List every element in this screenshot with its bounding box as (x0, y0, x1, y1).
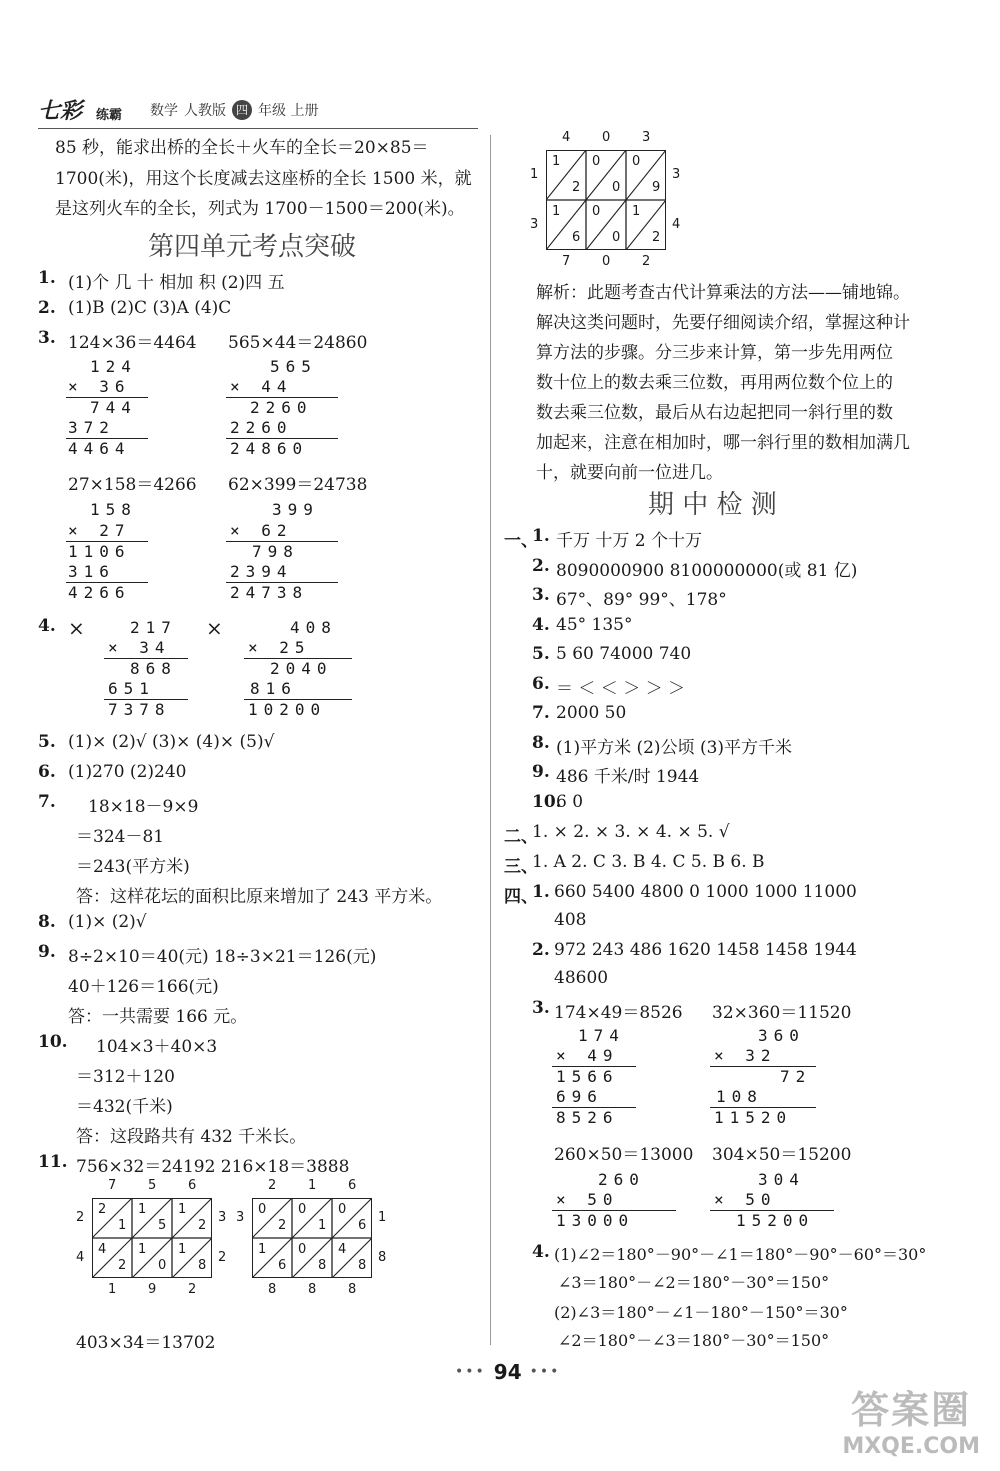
p4q3-num: 3. (532, 998, 550, 1018)
part3-answer: 1. A 2. C 3. B 4. C 5. B 6. B (532, 852, 765, 872)
calc-row: 2040 (270, 659, 333, 678)
q6-answer: (1)270 (2)240 (68, 762, 187, 782)
lattice-right-digit: 3 (218, 1210, 227, 1225)
calc-row: × 25 (248, 638, 311, 657)
q3-eq1: 124×36＝4464 (68, 333, 197, 353)
q8-num: 8. (38, 912, 56, 932)
part4-label: 四、 (504, 887, 538, 907)
calc-row: 816 (250, 679, 297, 698)
lattice-top-digit: 5 (148, 1178, 157, 1193)
lattice-cell-tens: 0 (592, 204, 601, 219)
lattice-cell-ones: 2 (278, 1218, 287, 1233)
lattice-right-digit: 1 (378, 1210, 387, 1225)
lattice-cell-tens: 1 (138, 1242, 147, 1257)
calc-row: 565 (270, 357, 317, 376)
calc-row: × 50 (714, 1190, 777, 1209)
part1-item-num: 1. (532, 526, 550, 546)
calc-row: 217 (130, 618, 177, 637)
p4q4-line-4: ∠2＝180°－∠3＝180°－30°＝150° (558, 1331, 830, 1350)
lattice-cell-ones: 9 (652, 180, 661, 195)
calc-row: × 27 (68, 521, 131, 540)
lattice-cell-tens: 2 (98, 1202, 107, 1217)
lattice-cell-ones: 2 (572, 180, 581, 195)
q11-answer: 756×32＝24192 216×18＝3888 (76, 1157, 350, 1177)
lattice-grid-3 (530, 130, 681, 269)
p4q2-num: 2. (532, 940, 550, 960)
q10-line-1: 104×3＋40×3 (96, 1037, 218, 1057)
p4q1-num: 1. (532, 882, 550, 902)
brand-logo-sub: 练霸 (96, 108, 123, 123)
lattice-cell-tens: 1 (552, 204, 561, 219)
lattice-cell-ones: 0 (612, 230, 621, 245)
lattice-cell-ones: 0 (158, 1258, 167, 1273)
q8-answer: (1)× (2)√ (68, 912, 147, 932)
calc-row: 4464 (68, 439, 131, 458)
lattice-cell-ones: 5 (158, 1218, 167, 1233)
intro-line-2: 1700(米)，用这个长度减去这座桥的全长 1500 米，就 (55, 169, 472, 189)
q1-answer: (1)个 几 十 相加 积 (2)四 五 (68, 273, 285, 293)
analysis-line-4: 数十位上的数去乘三位数，再用两位数个位上的 (536, 373, 893, 393)
calc-row: 868 (130, 659, 177, 678)
part1-item-answer: 2000 50 (556, 703, 627, 723)
lattice-bottom-digit: 2 (642, 254, 651, 269)
lattice-top-digit: 0 (602, 130, 611, 145)
lattice-cell-tens: 1 (178, 1202, 187, 1217)
p4q4-num: 4. (532, 1242, 550, 1262)
lattice-right-digit: 3 (672, 167, 681, 182)
page-footer (455, 1360, 560, 1384)
calc-row: 124 (90, 357, 137, 376)
part1-item-answer: 千万 十万 2 个十万 (556, 531, 703, 551)
calc-row: × 50 (556, 1190, 619, 1209)
lattice-lines (92, 1198, 212, 1278)
lattice-top-digit: 7 (108, 1178, 117, 1193)
part1-item-num: 5. (532, 644, 550, 664)
calc-row: 360 (758, 1026, 805, 1045)
p4q2-line-2: 48600 (554, 968, 609, 988)
q7-answer: 答：这样花坛的面积比原来增加了 243 平方米。 (76, 887, 443, 907)
lattice-cell-tens: 1 (178, 1242, 187, 1257)
section-title-unit4: 第四单元考点突破 (148, 232, 357, 262)
analysis-line-6: 加起来，注意在相加时，哪一斜行里的数相加满几 (536, 433, 910, 453)
lattice-cell-tens: 0 (632, 154, 641, 169)
part1-item-num: 7. (532, 703, 550, 723)
analysis-line-3: 算方法的步骤。分三步来计算，第一步先用两位 (536, 343, 893, 363)
q11-num: 11. (38, 1152, 68, 1172)
lattice-grid-2 (236, 1178, 387, 1297)
calc-row: × 36 (68, 377, 131, 396)
column-divider (490, 135, 491, 1345)
calc-row: × 34 (108, 638, 171, 657)
lattice-lines (252, 1198, 372, 1278)
calc-row: × 62 (230, 521, 293, 540)
lattice-cell-tens: 0 (298, 1202, 307, 1217)
calc-row: 696 (556, 1087, 603, 1106)
brand-logo: 七彩 (38, 98, 83, 124)
page-number: 94 (493, 1360, 522, 1384)
lattice-lines (546, 150, 666, 250)
grade-label: 年级 上册 (258, 103, 319, 119)
q9-answer: 答：一共需要 166 元。 (68, 1007, 248, 1027)
section-title-midterm: 期 中 检 测 (648, 490, 777, 520)
q7-line-1: 18×18－9×9 (88, 797, 199, 817)
lattice-cell-tens: 4 (338, 1242, 347, 1257)
analysis-line-2: 解决这类问题时，先要仔细阅读介绍，掌握这种计 (536, 313, 910, 333)
q2-answer: (1)B (2)C (3)A (4)C (68, 298, 232, 318)
subject: 数学 (150, 103, 178, 119)
calc-row: 7378 (108, 700, 171, 719)
lattice-cell-ones: 1 (118, 1218, 127, 1233)
lattice-cell-ones: 2 (198, 1218, 207, 1233)
lattice-cell-ones: 8 (358, 1258, 367, 1273)
p4q2-line-1: 972 243 486 1620 1458 1458 1944 (554, 940, 857, 960)
watermark (842, 1379, 980, 1459)
calc-row: 744 (90, 398, 137, 417)
q7-line-3: ＝243(平方米) (76, 857, 190, 877)
p4q4-line-2: ∠3＝180°－∠2＝180°－30°＝150° (558, 1273, 830, 1292)
part1-item-answer: 5 60 74000 740 (556, 644, 692, 664)
lattice-right-digit: 2 (218, 1250, 227, 1265)
lattice-cell-tens: 0 (298, 1242, 307, 1257)
lattice-cell-ones: 8 (318, 1258, 327, 1273)
lattice-cell-ones: 6 (572, 230, 581, 245)
lattice-left-digit: 3 (236, 1210, 245, 1225)
q1-num: 1. (38, 268, 56, 288)
q9-num: 9. (38, 942, 56, 962)
q9-line-2: 40＋126＝166(元) (68, 977, 219, 997)
q7-num: 7. (38, 792, 56, 812)
calc-row: 304 (758, 1170, 805, 1189)
lattice-left-digit: 3 (530, 217, 539, 232)
page-header (38, 92, 478, 129)
lattice-cell-tens: 1 (552, 154, 561, 169)
edition: 人教版 (184, 103, 226, 119)
lattice-right-digit: 4 (672, 217, 681, 232)
analysis-line-5: 数去乘三位数，最后从右边起把同一斜行里的数 (536, 403, 893, 423)
lattice-top-digit: 6 (348, 1178, 357, 1193)
part1-item-num: 9. (532, 762, 550, 782)
lattice-bottom-digit: 8 (268, 1282, 277, 1297)
lattice-bottom-digit: 2 (188, 1282, 197, 1297)
lattice-cell-ones: 8 (198, 1258, 207, 1273)
lattice-bottom-digit: 1 (108, 1282, 117, 1297)
lattice-cell-ones: 1 (318, 1218, 327, 1233)
lattice-top-digit: 1 (308, 1178, 317, 1193)
calc-row: 408 (290, 618, 337, 637)
lattice-left-digit: 4 (76, 1250, 85, 1265)
analysis-line-1: 解析：此题考查古代计算乘法的方法——铺地锦。 (536, 283, 910, 303)
q2-num: 2. (38, 298, 56, 318)
part1-item-answer: ＝ ＜ ＜ ＞ ＞ ＞ (556, 678, 686, 699)
part1-item-num: 8. (532, 732, 550, 753)
calc-row: × 44 (230, 377, 293, 396)
lattice-cell-tens: 4 (98, 1242, 107, 1257)
q10-line-3: ＝432(千米) (76, 1097, 173, 1117)
part1-item-num: 3. (532, 585, 550, 605)
part1-item-answer: 6 0 (556, 791, 584, 812)
calc-row: 372 (68, 418, 115, 437)
calc-row: 260 (598, 1170, 645, 1189)
lattice-cell-ones: 6 (278, 1258, 287, 1273)
q3-eq4: 62×399＝24738 (228, 475, 368, 495)
calc-row: 651 (108, 679, 155, 698)
lattice-left-digit: 2 (76, 1210, 85, 1225)
q5-answer: (1)× (2)√ (3)× (4)× (5)√ (68, 732, 275, 752)
lattice-bottom-digit: 8 (348, 1282, 357, 1297)
part1-item-num: 2. (532, 555, 550, 576)
lattice-cell-tens: 1 (258, 1242, 267, 1257)
part1-item-answer: 486 千米/时 1944 (556, 767, 700, 787)
lattice-top-digit: 3 (642, 130, 651, 145)
calc-row: 8526 (556, 1108, 619, 1127)
q6-num: 6. (38, 762, 56, 782)
calc-row: 2260 (230, 418, 293, 437)
book-meta (150, 100, 318, 120)
lattice-cell-ones: 2 (118, 1258, 127, 1273)
lattice-bottom-digit: 9 (148, 1282, 157, 1297)
p4q4-line-3: (2)∠3＝180°－∠1－180°－150°＝30° (554, 1303, 848, 1322)
calc-row: 11520 (714, 1108, 793, 1127)
calc-row: 1106 (68, 542, 131, 561)
part1-item-answer: (1)平方米 (2)公顷 (3)平方千米 (556, 737, 793, 758)
p4q1-line-2: 408 (554, 910, 587, 930)
watermark-text: 答案圈 (851, 1388, 972, 1432)
grade-badge: 四 (232, 100, 252, 120)
calc-row: 316 (68, 562, 115, 581)
lattice-right-digit: 8 (378, 1250, 387, 1265)
dots-left-icon: ••• (455, 1364, 486, 1380)
calc-row: 4266 (68, 583, 131, 602)
lattice-bottom-digit: 0 (602, 254, 611, 269)
calc-row: 2394 (230, 562, 293, 581)
lattice-top-digit: 6 (188, 1178, 197, 1193)
calc-row: 798 (252, 542, 299, 561)
q10-num: 10. (38, 1032, 68, 1052)
part1-item-answer: 8090000900 8100000000(或 81 亿) (556, 560, 858, 581)
q5-num: 5. (38, 732, 56, 752)
p4q1-line-1: 660 5400 4800 0 1000 1000 11000 (554, 882, 857, 902)
dots-right-icon: ••• (529, 1364, 561, 1380)
p4q4-line-1: (1)∠2＝180°－90°－∠1＝180°－90°－60°＝30° (554, 1245, 927, 1264)
lattice-cell-tens: 1 (632, 204, 641, 219)
calc-row: 158 (90, 500, 137, 519)
calc-row: 2260 (250, 398, 313, 417)
q3-num: 3. (38, 328, 56, 348)
q4-mark-1: × (68, 616, 85, 640)
part3-label: 三、 (504, 857, 538, 877)
calc-row: 72 (780, 1067, 812, 1086)
q4-mark-2: × (206, 616, 223, 640)
watermark-url: MXQE.COM (842, 1434, 980, 1459)
q11-last: 403×34＝13702 (76, 1333, 216, 1353)
calc-row: 1566 (556, 1067, 619, 1086)
lattice-cell-ones: 0 (612, 180, 621, 195)
p4q3-eq3: 260×50＝13000 (554, 1145, 694, 1165)
calc-row: 13000 (556, 1211, 635, 1230)
q10-answer: 答：这段路共有 432 千米长。 (76, 1127, 307, 1147)
calc-row: 108 (716, 1087, 763, 1106)
lattice-top-digit: 2 (268, 1178, 277, 1193)
q9-line-1: 8÷2×10＝40(元) 18÷3×21＝126(元) (68, 947, 377, 967)
lattice-cell-ones: 6 (358, 1218, 367, 1233)
q4-num: 4. (38, 616, 56, 636)
p4q3-eq1: 174×49＝8526 (554, 1003, 683, 1023)
lattice-bottom-digit: 8 (308, 1282, 317, 1297)
part1-item-answer: 45° 135° (556, 614, 633, 635)
intro-line-3: 是这列火车的全长，列式为 1700－1500＝200(米)。 (55, 199, 465, 219)
part2-label: 二、 (504, 827, 538, 847)
part1-item-num: 6. (532, 673, 550, 694)
lattice-cell-tens: 0 (338, 1202, 347, 1217)
part2-answer: 1. × 2. × 3. × 4. × 5. √ (532, 822, 730, 842)
lattice-left-digit: 1 (530, 167, 539, 182)
lattice-grid-1 (76, 1178, 227, 1297)
part1-item-num: 4. (532, 614, 550, 635)
calc-row: × 32 (714, 1046, 777, 1065)
p4q3-eq2: 32×360＝11520 (712, 1003, 852, 1023)
lattice-bottom-digit: 7 (562, 254, 571, 269)
q3-eq2: 565×44＝24860 (228, 333, 368, 353)
lattice-cell-tens: 1 (138, 1202, 147, 1217)
lattice-cell-tens: 0 (592, 154, 601, 169)
part1-item-num: 10. (532, 791, 562, 812)
part1-label: 一、 (504, 531, 538, 551)
calc-row: 24738 (230, 583, 309, 602)
intro-line-1: 85 秒，能求出桥的全长＋火车的全长＝20×85＝ (55, 138, 429, 158)
calc-row: 15200 (736, 1211, 815, 1230)
lattice-cell-tens: 0 (258, 1202, 267, 1217)
calc-row: 24860 (230, 439, 309, 458)
q10-line-2: ＝312＋120 (76, 1067, 175, 1087)
q3-eq3: 27×158＝4266 (68, 475, 197, 495)
calc-row: 10200 (248, 700, 327, 719)
p4q3-eq4: 304×50＝15200 (712, 1145, 852, 1165)
analysis-line-7: 十，就要向前一位进几。 (536, 463, 723, 483)
lattice-top-digit: 4 (562, 130, 571, 145)
lattice-cell-ones: 2 (652, 230, 661, 245)
calc-row: 399 (272, 500, 319, 519)
calc-row: 174 (578, 1026, 625, 1045)
calc-row: × 49 (556, 1046, 619, 1065)
q7-line-2: ＝324－81 (76, 827, 165, 847)
part1-item-answer: 67°、89° 99°、178° (556, 590, 727, 610)
